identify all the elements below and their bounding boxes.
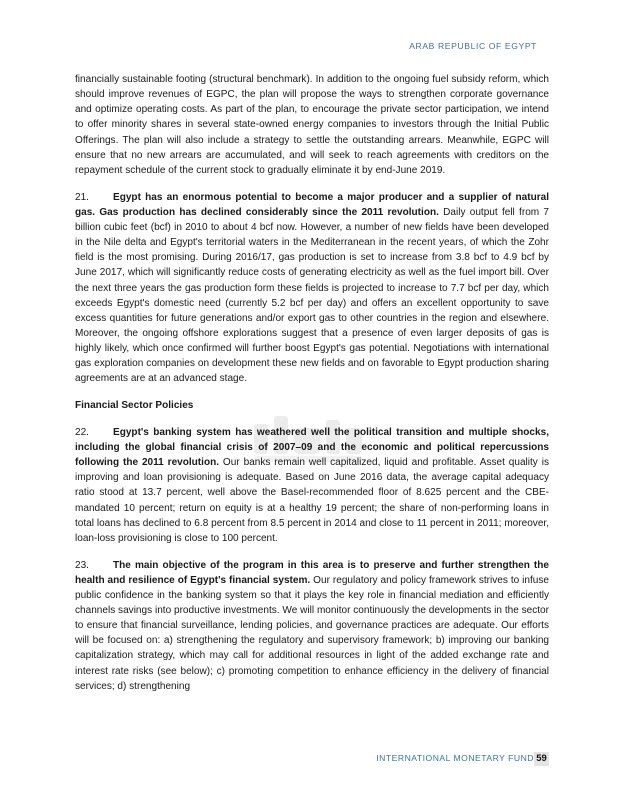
paragraph-21 [75,190,549,387]
paragraph-number: 23. [75,559,89,571]
paragraph-lead: Egypt's banking system has weathered well the political transition and multiple shocks, including the global financial crisis of 2007–09 and the economic and political repercussions following the 2011 revolution. [75,426,549,469]
paragraph-text: Daily output fell from 7 billion cubic feet (bcf) in 2010 to about 4 bcf now. However, a number of new fields have been developed in the Nile delta and Egypt's territorial waters in the Mediterranean in the recent years, of which the Zohr field is the most promising. During 2016/17, gas production is set to increase from 3.8 bcf to 4.9 bcf by June 2017, which will significantly reduce costs of generating electricity as well as the fuel import bill. Over the next three years the gas production form these fields is projected to increase to 7.7 bcf per day, which exceeds Egypt's domestic need (currently 5.2 bcf per day) and offers an excellent opportunity to save excess quantities for future generations and/or export gas to other countries in the region and elsewhere. Moreover, the ongoing offshore explorations suggest that a presence of even larger deposits of gas is highly likely, which once confirmed will further boost Egypt's gas potential. Negotiations with international gas exploration companies on development these new fields and on favorable to Egypt production sharing agreements are at an advanced stage. [75,206,549,385]
footer-org: INTERNATIONAL MONETARY FUND [376,753,534,763]
paragraph-22 [75,425,549,546]
paragraph-lead: Egypt has an enormous potential to become a major producer and a supplier of natural gas. Gas production has declined considerably since the 2011 revolution. [75,191,549,218]
page-footer [0,752,618,766]
section-heading: Financial Sector Policies [75,400,194,412]
paragraph-text: Our regulatory and policy framework strives to infuse public confidence in the banking system so that it plays the key role in financial mediation and efficiently channels savings into productive investments. We will monitor continuously the developments in the sector to ensure that financial surveillance, lending policies, and governance practices are adequate. Our efforts will be focused on: a) strengthening the regulatory and supervisory framework; b) improving our banking capitalization strategy, which may call for additional resources in light of the added exchange rate and interest rate risks (see below); c) promoting competition to enhance efficiency in the delivery of financial services; d) strengthening [75,574,549,692]
paragraph-text: Our banks remain well capitalized, liquid and profitable. Asset quality is improving and loan provisioning is adequate. Based on June 2016 data, the average capital adequacy ratio stood at 13.7 percent, well above the Basel-recommended floor of 8.625 percent and the CBE-mandated 10 percent; return on equity is at a healthy 19 percent; the share of non-performing loans in total loans has declined to 6.8 percent from 8.5 percent in 2014 and close to 11 percent in 2011; moreover, loan-loss provisioning is close to 100 percent. [75,457,549,544]
paragraph-number: 21. [75,191,89,203]
paragraph-text: financially sustainable footing (structural benchmark). In addition to the ongoing fuel subsidy reform, which should improve revenues of EGPC, the plan will propose the ways to strengthen corporate governance and optimize operating costs. As part of the plan, to encourage the private sector participation, we intend to offer minority shares in several state-owned energy companies to investors through the Initial Public Offerings. The plan will also include a strategy to settle the outstanding arrears. Meanwhile, EGPC will ensure that no new arrears are accumulated, and will seek to reach agreements with creditors on the repayment schedule of the current stock to gradually eliminate it by end-June 2019. [75,74,549,176]
paragraph-lead: The main objective of the program in this area is to preserve and further strengthen the health and resilience of Egypt's financial system. [75,559,549,586]
paragraph-number: 22. [75,426,89,438]
running-header: ARAB REPUBLIC OF EGYPT [409,41,537,51]
paragraph-23 [75,558,549,694]
paragraph-continued [75,72,549,178]
document-body [75,72,549,705]
page-number: 59 [534,752,549,766]
